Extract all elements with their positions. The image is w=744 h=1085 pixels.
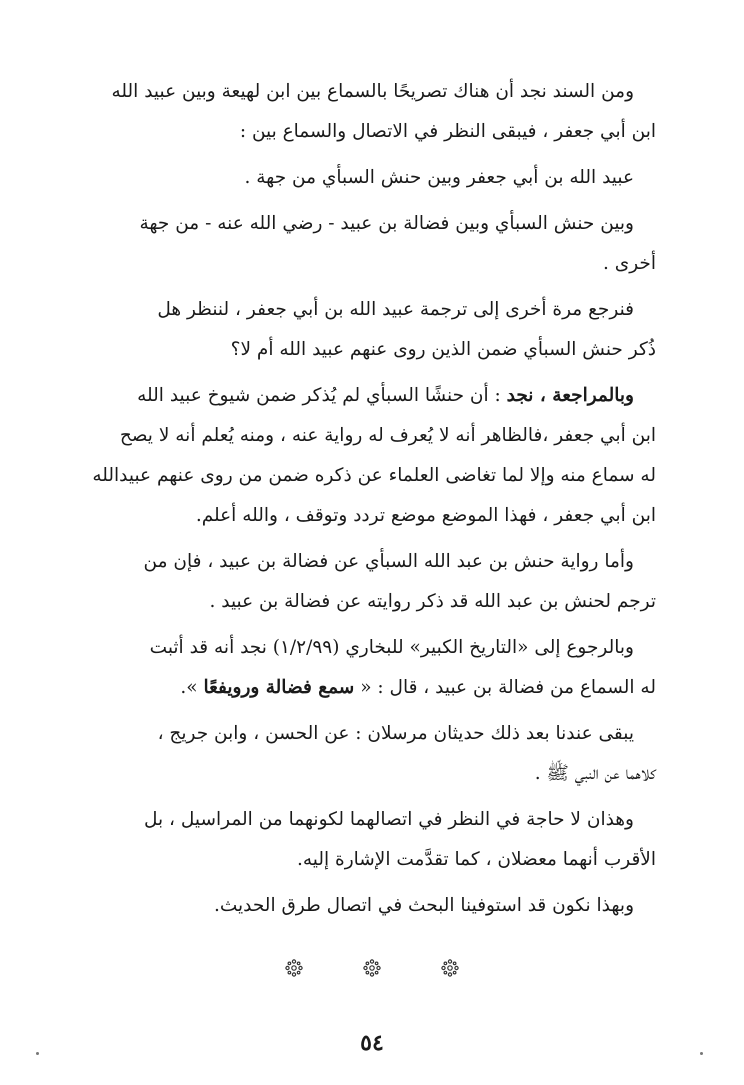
text-line: ابن أبي جعفر ،فالظاهر أنه لا يُعرف له رواية عنه ، ومنه يُعلم أنه لا يصح xyxy=(119,425,656,446)
text-fragment: : أن حنشًا السبأي لم يُذكر ضمن شيوخ عبيد الله xyxy=(137,385,507,406)
text-line: ذُكر حنش السبأي ضمن الذين روى عنهم عبيد الله أم لا؟ xyxy=(230,339,656,360)
text-line: وهذان لا حاجة في النظر في اتصالهما لكونهما من المراسيل ، بل xyxy=(144,809,634,830)
text-line: يبقى عندنا بعد ذلك حديثان مرسلان : عن الحسن ، وابن جريج ، xyxy=(157,723,634,744)
text-line: أخرى . xyxy=(602,253,656,274)
text-line: ومن السند نجد أن هناك تصريحًا بالسماع بين ابن لهيعة وبين عبيد الله xyxy=(111,81,634,102)
page-number: ٥٤ xyxy=(360,1030,384,1056)
text-line: له سماع منه وإلا لما تغاضى العلماء عن ذكره ضمن من روى عنهم عبيدالله xyxy=(92,465,656,486)
text-line: وبالرجوع إلى «التاريخ الكبير» للبخاري (١/٢/٩٩) نجد أنه قد أثبت xyxy=(149,637,634,658)
paragraph-1 xyxy=(71,72,656,152)
text-line xyxy=(71,376,656,416)
paragraph-10 xyxy=(71,886,656,926)
paragraph-7 xyxy=(71,628,656,708)
asterism-flower-icon xyxy=(362,958,382,978)
paragraph-2 xyxy=(71,158,656,198)
text-line: وبين حنش السبأي وبين فضالة بن عبيد - رضي الله عنه - من جهة xyxy=(139,213,634,234)
text-line: وأما رواية حنش بن عبد الله السبأي عن فضالة بن عبيد ، فإن من xyxy=(143,551,634,572)
text-line: كلاهما عن النبي ﷺ . xyxy=(534,763,656,784)
scan-speck xyxy=(700,1052,703,1055)
paragraph-4 xyxy=(71,290,656,370)
paragraph-6 xyxy=(71,542,656,622)
text-line: فنرجع مرة أخرى إلى ترجمة عبيد الله بن أبي جعفر ، لننظر هل xyxy=(157,299,634,320)
asterism-flower-icon xyxy=(440,958,460,978)
paragraph-5 xyxy=(71,376,656,536)
text-line: الأقرب أنهما معضلان ، كما تقدَّمت الإشارة إليه. xyxy=(297,849,656,870)
text-fragment: ». xyxy=(180,677,204,698)
section-divider xyxy=(0,958,744,978)
text-line: ابن أبي جعفر ، فيبقى النظر في الاتصال والسماع بين : xyxy=(239,121,656,142)
text-line: وبهذا نكون قد استوفينا البحث في اتصال طرق الحديث. xyxy=(213,895,634,916)
scan-speck xyxy=(36,1052,39,1055)
bold-lead: وبالمراجعة ، نجد xyxy=(506,385,634,406)
text-line: عبيد الله بن أبي جعفر وبين حنش السبأي من جهة . xyxy=(244,167,634,188)
text-line: ابن أبي جعفر ، فهذا الموضع موضع تردد وتوقف ، والله أعلم. xyxy=(195,505,656,526)
paragraph-3 xyxy=(71,204,656,284)
body-text xyxy=(71,72,656,932)
asterism-flower-icon xyxy=(284,958,304,978)
text-line xyxy=(71,668,656,708)
text-fragment: له السماع من فضالة بن عبيد ، قال : « xyxy=(354,677,656,698)
bold-quote: سمع فضالة ورويفعًا xyxy=(203,677,355,698)
paragraph-8 xyxy=(71,714,656,794)
paragraph-9 xyxy=(71,800,656,880)
text-line: ترجم لحنش بن عبد الله قد ذكر روايته عن فضالة بن عبيد . xyxy=(209,591,656,612)
